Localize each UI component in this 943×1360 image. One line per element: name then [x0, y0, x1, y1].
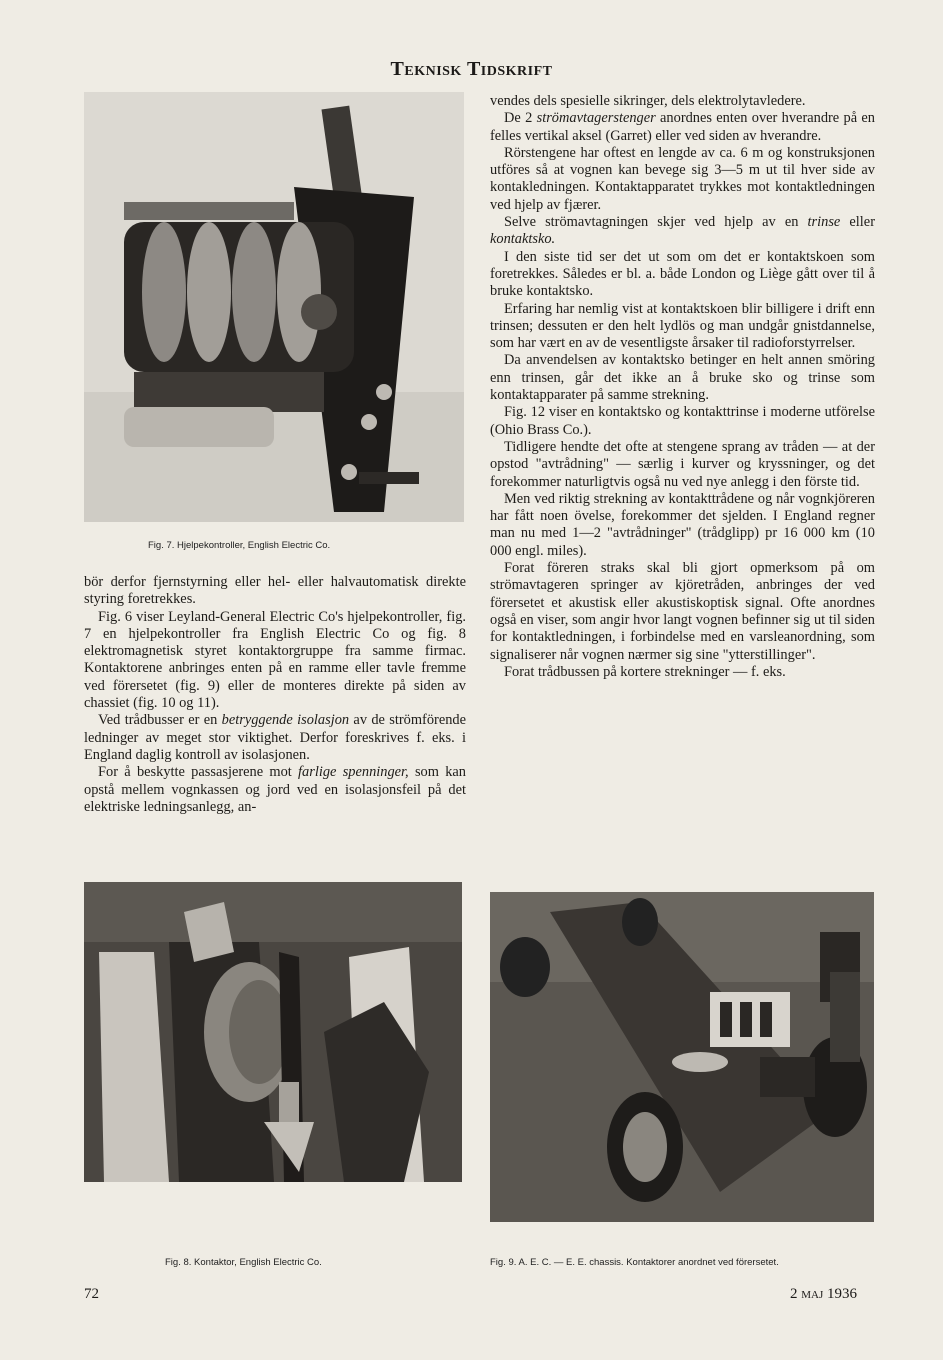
left-p4-before: For å beskytte passasjerene mot: [98, 764, 299, 781]
right-paragraph-11: Forat föreren straks skal bli gjort opmerksom på om strömavtageren springer av kjöretråden, anbringes der ved förersetet et akustisk eller akustiskoptisk signal. Ofte anordnes også en viser, som angir hvor langt vognen befinner sig ut til siden for kontaktledningen, i forbindelse med en varsleanordning, som signaliserer når vognen nærmer sig sine "ytterstillinger".: [490, 560, 875, 663]
left-p4-after: som kan opstå mellem vognkassen og jord ved en isolasjonsfeil på det elektriske ledningsanlegg, an-: [84, 764, 466, 815]
fig7-caption: Fig. 7. Hjelpekontroller, English Electric Co.: [148, 540, 331, 551]
left-p3-after: av de strömförende ledninger av meget stor viktighet. Derfor foreskrives f. eks. i England daglig kontroll av isolasjonen.: [84, 712, 466, 763]
right-paragraph-12: Forat trådbussen på kortere strekninger — f. eks.: [504, 663, 786, 680]
left-p3-before: Ved trådbusser er en: [98, 712, 222, 729]
left-paragraph-2: Fig. 6 viser Leyland-General Electric Co's hjelpekontroller, fig. 7 en hjelpekontroller fra English Electric Co og fig. 8 elektromagnetisk styret kontaktorgruppe fra samme firmac. Kontaktorene anbringes enten på en ramme eller tavle fremme ved förersetet (fig. 9) eller de monteres direkte på siden av chassiet (fig. 10 og 11).: [84, 608, 466, 712]
fig8-photo: [84, 882, 462, 1182]
right-column: [490, 93, 875, 681]
fig8-caption: Fig. 8. Kontaktor, English Electric Co.: [165, 1257, 322, 1268]
right-p4-em1: trinse: [807, 214, 841, 231]
right-paragraph-2: [490, 110, 875, 145]
page-number: 72: [84, 1286, 99, 1302]
fig9-caption: Fig. 9. A. E. C. — E. E. chassis. Kontaktorer anordnet ved förersetet.: [490, 1257, 779, 1268]
left-column: [84, 574, 466, 816]
right-paragraph-7: Da anvendelsen av kontaktsko betinger en helt annen smöring enn trinsen, går det ikke an å bruke sko og trinse som kontaktapparater på samme strekning.: [490, 352, 875, 404]
fig7-controller-illustration: [84, 92, 464, 522]
right-paragraph-8: Fig. 12 viser en kontaktsko og kontakttrinse i moderne utförelse (Ohio Brass Co.).: [490, 404, 875, 438]
fig9-photo: [490, 892, 874, 1222]
right-paragraph-1: vendes dels spesielle sikringer, dels elektrolytavledere.: [490, 93, 806, 109]
fig8-contactor-illustration: [84, 882, 462, 1182]
fig7-photo: [84, 92, 464, 522]
left-paragraph-4: [84, 764, 466, 816]
right-p2-before: De 2: [504, 110, 537, 127]
masthead-title: Teknisk Tidskrift: [390, 58, 553, 80]
right-p2-after: anordnes enten over hverandre på en felles vertikal aksel (Garret) eller ved siden av hverandre.: [490, 110, 875, 144]
right-paragraph-3: Rörstengene har oftest en lengde av ca. 6 m og konstruksjonen utföres så at vognen kan bevege sig 3—5 m ut til hver side av kontakledningen. Kontaktapparatet trykkes mot kontaktledningen ved hjelp av fjærer.: [490, 144, 875, 213]
right-paragraph-6: Erfaring har nemlig vist at kontaktskoen blir billigere i drift enn trinsen; dessuten er den helt lydlös og man undgår gnistdannelse, som har vært en av de vesentligste årsaker til radioforstyrrelser.: [490, 300, 875, 352]
left-p3-emphasis: betryggende isolasjon: [221, 712, 350, 729]
right-p4-mid: eller: [840, 214, 875, 231]
right-paragraph-4: [490, 214, 875, 249]
right-p4-text: Selve strömavtagningen skjer ved hjelp av en: [504, 214, 799, 231]
left-paragraph-1: bör derfor fjernstyrning eller hel- eller halvautomatisk direkte styring foretrekkes.: [84, 574, 466, 608]
right-p4-em2: kontaktsko.: [490, 231, 556, 248]
right-paragraph-10: Men ved riktig strekning av kontakttrådene og når vognkjöreren har fått noen övelse, forekommer det sjelden. I England regner man nu med 1—2 "avtrådninger" (trådglipp) pr 16 000 km (10 000 engl. miles).: [490, 490, 875, 559]
left-paragraph-3: [84, 712, 466, 764]
left-p4-emphasis: farlige spenninger,: [298, 764, 409, 781]
right-paragraph-5: I den siste tid ser det ut som om det er kontaktskoen som foretrekkes. Således er bl. a. både London og Liège gått over til å bruke kontaktsko.: [490, 248, 875, 300]
issue-date: 2 maj 1936: [790, 1286, 858, 1302]
right-p2-emphasis: strömavtagerstenger: [536, 110, 656, 127]
fig9-chassis-illustration: [490, 892, 874, 1222]
right-paragraph-9: Tidligere hendte det ofte at stengene sprang av tråden — at der opstod "avtrådning" — særlig i kurver og kryssninger, og det forekommer naturligtvis også nu ved nye anlegg i den förste tid.: [490, 438, 875, 490]
